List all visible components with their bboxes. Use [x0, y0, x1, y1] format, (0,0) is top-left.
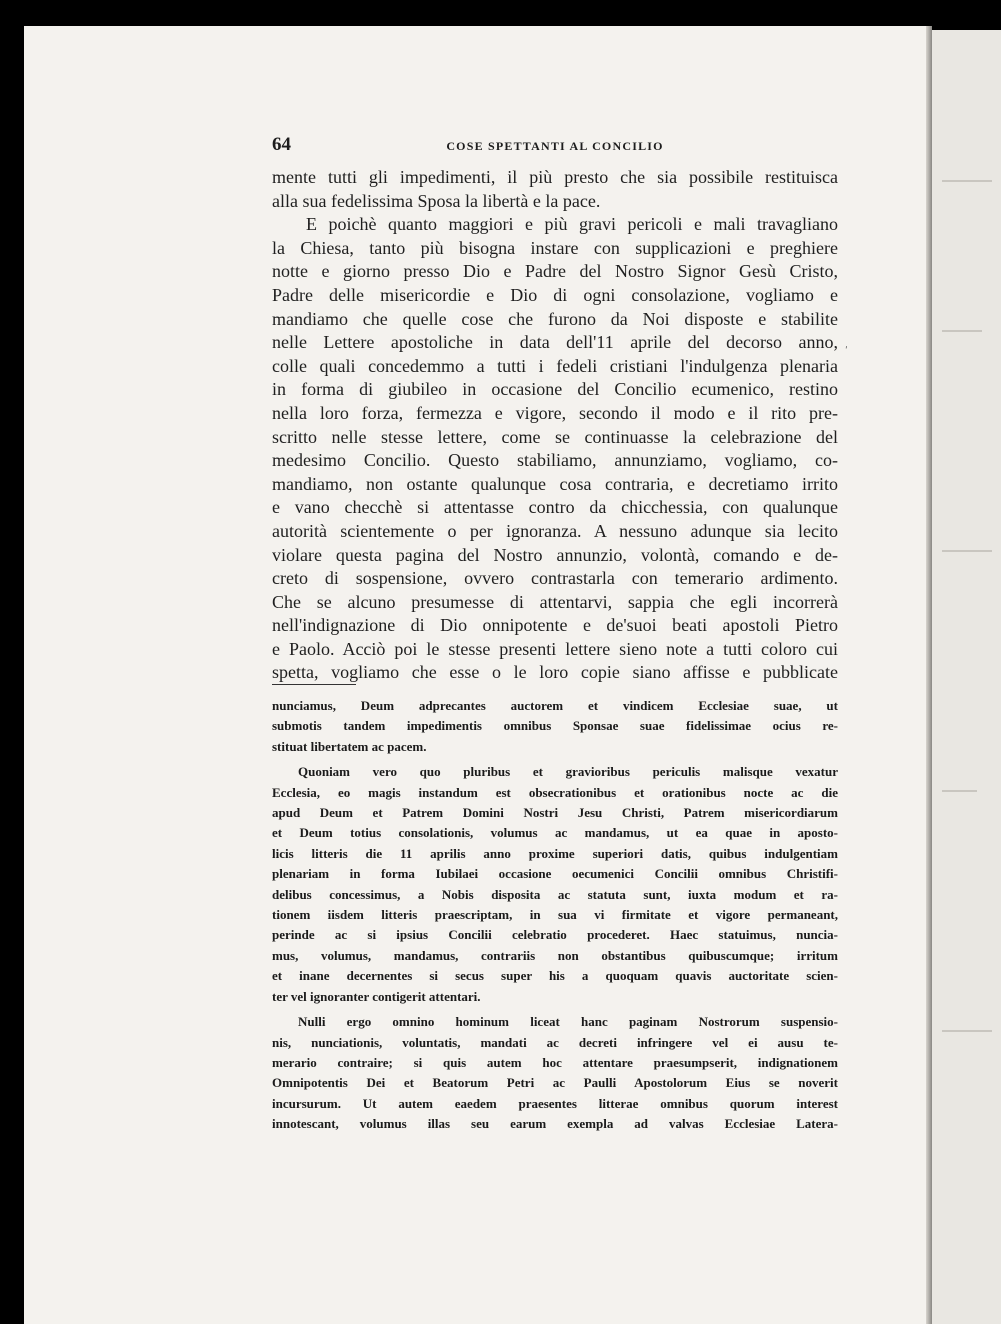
text-line: e Paolo. Acciò poi le stesse presenti lettere sieno note a tutti coloro cui	[272, 638, 838, 659]
text-line: nell'indignazione di Dio onnipotente e de'suoi beati apostoli Pietro	[272, 615, 838, 636]
main-text-body	[272, 166, 838, 685]
text-line: mandiamo che quelle cose che furono da Noi disposte e stabilite	[272, 308, 838, 329]
text-line: Padre delle misericordie e Dio di ogni consolazione, vogliamo e	[272, 284, 838, 305]
footnote-line: tionem iisdem litteris praescriptam, in sua vi firmitate et vigore permaneant,	[272, 907, 838, 923]
text-line: la Chiesa, tanto più bisogna instare con supplicazioni e preghiere	[272, 237, 838, 258]
footnote-line: Omnipotentis Dei et Beatorum Petri ac Paulli Apostolorum Eius se noverit	[272, 1075, 838, 1091]
footnotes-latin-text	[272, 696, 838, 1140]
footnote-line: licis litteris die 11 aprilis anno proxime superiori datis, quibus indulgentiam	[272, 845, 838, 861]
footnote-line: innotescant, volumus illas seu earum exempla ad valvas Ecclesiae Latera-	[272, 1116, 838, 1132]
page-header	[272, 134, 838, 156]
text-line: violare questa pagina del Nostro annunzio, volontà, comando e de-	[272, 544, 838, 565]
footnote-line: mus, volumus, mandamus, contrariis non obstantibus quibuscumque; irritum	[272, 947, 838, 963]
text-line: spetta, vogliamo che esse o le loro copie siano affisse e pubblicate	[272, 662, 838, 683]
footnote-line: Ecclesia, eo magis instandum est obsecrationibus et orationibus nocte ac die	[272, 784, 838, 800]
text-line: in forma di giubileo in occasione del Concilio ecumenico, restino	[272, 379, 838, 400]
footnote-line: Quoniam vero quo pluribus et gravioribus periculis malisque vexatur	[298, 764, 838, 780]
text-line: mandiamo, non ostante qualunque cosa contraria, e decretiamo irrito	[272, 473, 838, 494]
footnote-line: nis, nunciationis, voluntatis, mandati ac decreti infringere vel ei ausu te-	[272, 1034, 838, 1050]
footnote-line: nunciamus, Deum adprecantes auctorem et vindicem Ecclesiae suae, ut	[272, 698, 838, 713]
footnote-separator	[272, 684, 356, 685]
text-line: medesimo Concilio. Questo stabiliamo, annunziamo, vogliamo, co-	[272, 450, 838, 471]
text-line: colle quali concedemmo a tutti i fedeli cristiani l'indulgenza plenaria	[272, 355, 838, 376]
footnote-line: incursurum. Ut autem eaedem praesentes litterae omnibus quorum interest	[272, 1095, 838, 1111]
text-line: autorità scientemente o per ignoranza. A nessuno adunque sia lecito	[272, 520, 838, 541]
footnote-line: perinde ac si ipsius Concilii celebratio procederet. Haec statuimus, nuncia-	[272, 927, 838, 943]
footnote-line: delibus concessimus, a Nobis disposita ac statuta sunt, iuxta modum et ra-	[272, 886, 838, 902]
text-line: mente tutti gli impedimenti, il più presto che sia possibile restituisca	[272, 167, 838, 187]
footnote-paragraph	[272, 696, 838, 757]
text-line: nelle Lettere apostoliche in data dell'11 aprile del decorso anno,	[272, 332, 838, 353]
text-line: alla sua fedelissima Sposa la libertà e la pace.	[272, 190, 601, 211]
footnote-line: merario contraire; si quis autem hoc attentare praesumpserit, indignationem	[272, 1054, 838, 1070]
text-line: scritto nelle stesse lettere, come se continuasse la celebrazione del	[272, 426, 838, 447]
footnote-line: submotis tandem impedimentis omnibus Sponsae suae fidelissimae ocius re-	[272, 718, 838, 734]
text-line: e vano checchè si attentasse contro da chicchessia, con qualunque	[272, 497, 838, 518]
margin-mark: ʹ	[845, 346, 848, 357]
footnote-line: et inane decernentes si secus super his a quoquam quavis auctoritate scien-	[272, 968, 838, 984]
adjacent-page-edge	[932, 30, 1001, 1324]
text-line: creto di sospensione, ovvero contrastarla con temerario ardimento.	[272, 568, 838, 589]
footnote-paragraph	[272, 1012, 838, 1134]
running-title: COSE SPETTANTI AL CONCILIO	[446, 139, 664, 153]
text-line: Che se alcuno presumesse di attentarvi, sappia che egli incorrerà	[272, 591, 838, 612]
text-line: E poichè quanto maggiori e più gravi pericoli e mali travagliano	[306, 214, 838, 235]
footnote-line: stituat libertatem ac pacem.	[272, 738, 427, 754]
footnote-line: Nulli ergo omnino hominum liceat hanc paginam Nostrorum suspensio-	[298, 1014, 838, 1030]
page-number: 64	[272, 134, 291, 155]
footnote-line: apud Deum et Patrem Domini Nostri Jesu Christi, Patrem misericordiarum	[272, 805, 838, 821]
text-line: notte e giorno presso Dio e Padre del Nostro Signor Gesù Cristo,	[272, 261, 838, 282]
footnote-line: ter vel ignoranter contigerit attentari.	[272, 988, 481, 1004]
footnote-line: plenariam in forma Iubilaei occasione oecumenici Concilii omnibus Christifi-	[272, 866, 838, 882]
footnote-paragraph	[272, 762, 838, 1007]
text-line: nella loro forza, fermezza e vigore, secondo il modo e il rito pre-	[272, 402, 838, 423]
footnote-line: et Deum totius consolationis, volumus ac mandamus, ut ea quae in aposto-	[272, 825, 838, 841]
